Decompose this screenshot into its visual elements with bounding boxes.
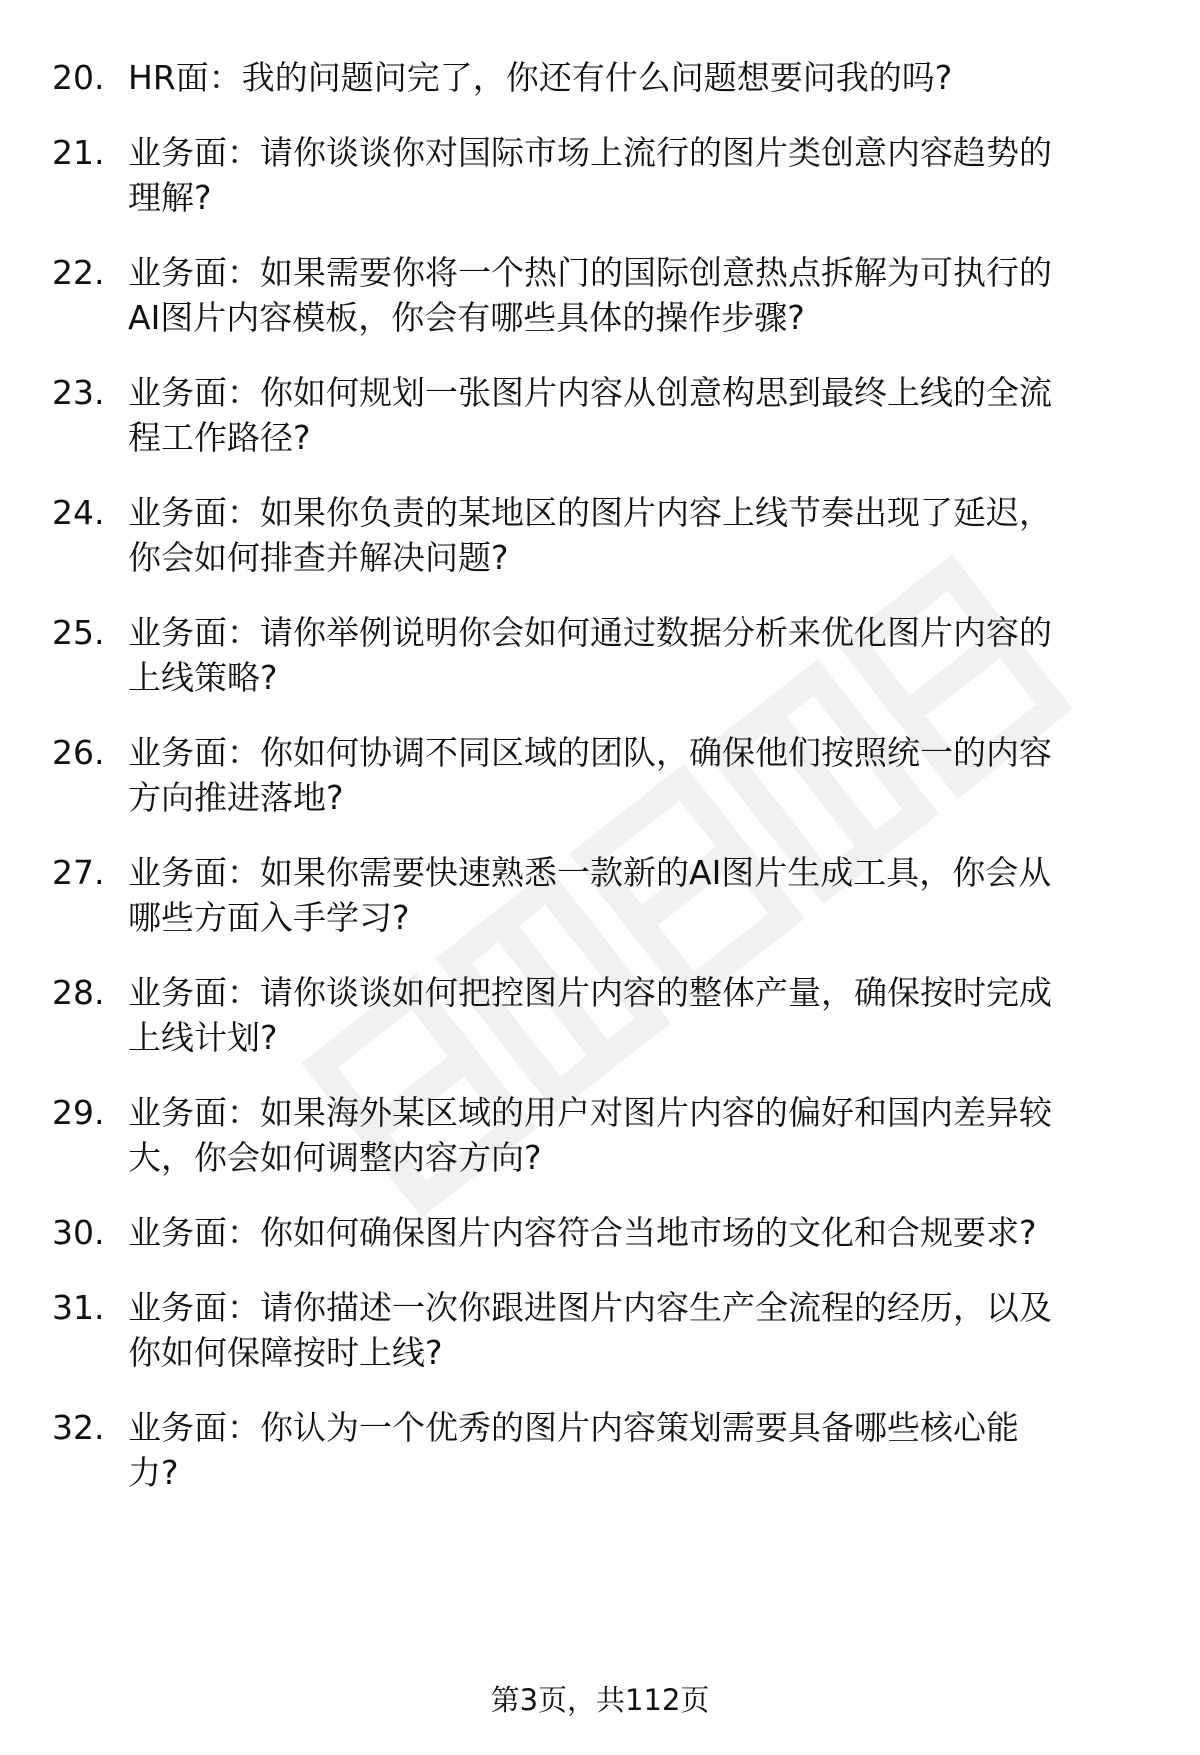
- question-number: 27.: [52, 853, 105, 892]
- question-text: [128, 850, 1138, 940]
- question-line: 业务面：请你举例说明你会如何通过数据分析来优化图片内容的: [128, 613, 1052, 652]
- question-line: 业务面：你如何规划一张图片内容从创意构思到最终上线的全流: [128, 373, 1052, 412]
- question-number: 24.: [52, 493, 105, 532]
- question-line: 业务面：请你谈谈如何把控图片内容的整体产量，确保按时完成: [128, 973, 1052, 1012]
- question-line: 业务面：如果你负责的某地区的图片内容上线节奏出现了延迟，: [128, 493, 1052, 532]
- question-line: HR面：我的问题问完了，你还有什么问题想要问我的吗?: [128, 58, 953, 97]
- question-number: 20.: [52, 58, 105, 97]
- question-number: 32.: [52, 1408, 105, 1447]
- question-number: 25.: [52, 613, 105, 652]
- question-text: [128, 55, 1138, 100]
- question-number: 29.: [52, 1093, 105, 1132]
- question-text: [128, 1210, 1138, 1255]
- question-text: [128, 610, 1138, 700]
- question-text: [128, 1090, 1138, 1180]
- question-line: 力?: [128, 1453, 179, 1492]
- question-line: 方向推进落地?: [128, 778, 344, 817]
- question-number: 31.: [52, 1288, 105, 1327]
- question-number: 30.: [52, 1213, 105, 1252]
- question-line: 理解?: [128, 178, 212, 217]
- question-line: 业务面：如果需要你将一个热门的国际创意热点拆解为可执行的: [128, 253, 1052, 292]
- question-line: 业务面：你如何确保图片内容符合当地市场的文化和合规要求?: [128, 1213, 1037, 1252]
- question-text: [128, 970, 1138, 1060]
- question-number: 26.: [52, 733, 105, 772]
- page-footer: 第3页，共112页: [490, 1683, 710, 1717]
- question-line: 业务面：请你描述一次你跟进图片内容生产全流程的经历，以及: [128, 1288, 1052, 1327]
- question-number: 22.: [52, 253, 105, 292]
- question-line: 上线策略?: [128, 658, 278, 697]
- question-text: [128, 730, 1138, 820]
- question-line: 上线计划?: [128, 1018, 278, 1057]
- question-line: 大，你会如何调整内容方向?: [128, 1138, 542, 1177]
- question-text: [128, 490, 1138, 580]
- question-number: 28.: [52, 973, 105, 1012]
- question-text: [128, 130, 1138, 220]
- question-line: 业务面：如果海外某区域的用户对图片内容的偏好和国内差异较: [128, 1093, 1052, 1132]
- question-text: [128, 370, 1138, 460]
- question-line: 你会如何排查并解决问题?: [128, 538, 509, 577]
- question-line: 哪些方面入手学习?: [128, 898, 410, 937]
- question-text: [128, 250, 1138, 340]
- question-line: 业务面：请你谈谈你对国际市场上流行的图片类创意内容趋势的: [128, 133, 1052, 172]
- question-number: 23.: [52, 373, 105, 412]
- question-line: 业务面：你如何协调不同区域的团队，确保他们按照统一的内容: [128, 733, 1052, 772]
- question-number: 21.: [52, 133, 105, 172]
- question-line: 业务面：你认为一个优秀的图片内容策划需要具备哪些核心能: [128, 1408, 1019, 1447]
- question-line: 程工作路径?: [128, 418, 311, 457]
- question-line: 业务面：如果你需要快速熟悉一款新的AI图片生成工具，你会从: [128, 853, 1052, 892]
- question-text: [128, 1285, 1138, 1375]
- question-line: AI图片内容模板，你会有哪些具体的操作步骤?: [128, 298, 805, 337]
- question-line: 你如何保障按时上线?: [128, 1333, 443, 1372]
- question-text: [128, 1405, 1138, 1495]
